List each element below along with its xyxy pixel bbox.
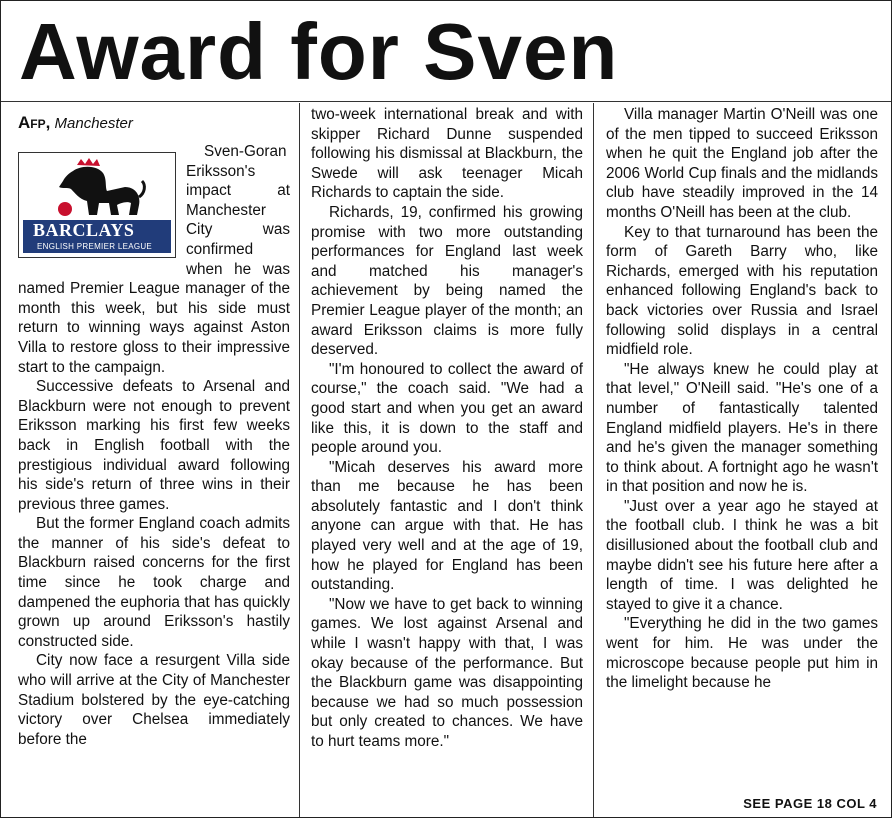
paragraph: two-week international break and with skipper Richard Dunne suspended following his dismissal at Blackburn, the Swede will ask teenager Micah Richards to captain the side. xyxy=(311,106,583,202)
paragraph: "Everything he did in the two games went for him. He was under the microscope because people put him in the limelight because he xyxy=(606,615,878,692)
headline-rule xyxy=(1,101,891,102)
league-wordmark: ENGLISH PREMIER LEAGUE xyxy=(23,241,171,253)
headline: Award for Sven xyxy=(19,7,619,96)
paragraph: City now face a resurgent Villa side who will arrive at the City of Manchester Stadium bolstered by the eye-catching victory over Chelsea immediately before the xyxy=(18,652,290,748)
paragraph: "He always knew he could play at that level," O'Neill said. "He's one of a number of fantastically talented England midfield players. He's in there and he's given the manager something to think about. A fortnight ago he wasn't in that position and now he is. xyxy=(606,360,878,496)
article-column-2 xyxy=(311,105,583,752)
paragraph: Villa manager Martin O'Neill was one of the men tipped to succeed Eriksson when he quit the England job after the 2006 World Cup finals and the midlands club have steadily improved in the 14 months O'Neill has been at the club. xyxy=(606,106,878,221)
paragraph: Richards, 19, confirmed his growing promise with two more outstanding performances for England last week and matched his manager's achievement by being named the Premier League player of the month; an award Eriksson claims is more fully deserved. xyxy=(311,203,583,359)
byline xyxy=(18,105,290,142)
column-divider xyxy=(299,103,300,817)
paragraph: "Micah deserves his award more than me because he has been absolutely fantastic and I don't think anyone can argue with that. He has played very well and at the age of 19, how he played for England has been outstanding. xyxy=(311,458,583,594)
article-column-3 xyxy=(606,105,878,693)
byline-place: Manchester xyxy=(54,115,133,132)
article-column-1 xyxy=(18,105,290,749)
paragraph: "Just over a year ago he stayed at the football club. I think he was a bit disillusioned about the football club and maybe didn't see his future here after a length of time. I was delighted he stayed to give it a chance. xyxy=(606,497,878,613)
continuation-reference[interactable]: SEE PAGE 18 COL 4 xyxy=(743,796,877,811)
column-divider xyxy=(593,103,594,817)
barclays-wordmark: BARCLAYS xyxy=(23,220,171,241)
byline-agency: Afp, xyxy=(18,113,51,132)
lion-icon xyxy=(47,157,147,219)
premier-league-logo xyxy=(18,152,176,258)
paragraph: Successive defeats to Arsenal and Blackburn were not enough to prevent Eriksson marking his first few weeks back in English football with the prestigious individual award following his side's return of three wins in their previous three games. xyxy=(18,378,290,513)
paragraph: "I'm honoured to collect the award of course," the coach said. "We had a good start and when you get an award like this, it is down to the staff and people around you. xyxy=(311,360,583,457)
paragraph: Key to that turnaround has been the form of Gareth Barry who, like Richards, emerged with his reputation enhanced following England's back to back victories over Russia and Israel following solid displays in a central midfield role. xyxy=(606,223,878,359)
paragraph: Sven-Goran Eriksson's impact at Manchester City was confirmed when he was named Premier League manager of the month this week, but his side must return to winning ways against Aston Villa to restore gloss to their impressive start to the campaign. xyxy=(18,143,290,376)
paragraph: "Now we have to get back to winning games. We lost against Arsenal and while I wasn't happy with that, I was okay because of the performance. But the Blackburn game was disappointing because we had so much possession but only created to chances. We have to hurt teams more." xyxy=(311,595,583,750)
paragraph: But the former England coach admits the manner of his side's defeat to Blackburn raised concerns for the first time since he took charge and dampened the euphoria that has quickly grown up around Eriksson's hastily constructed side. xyxy=(18,515,290,650)
